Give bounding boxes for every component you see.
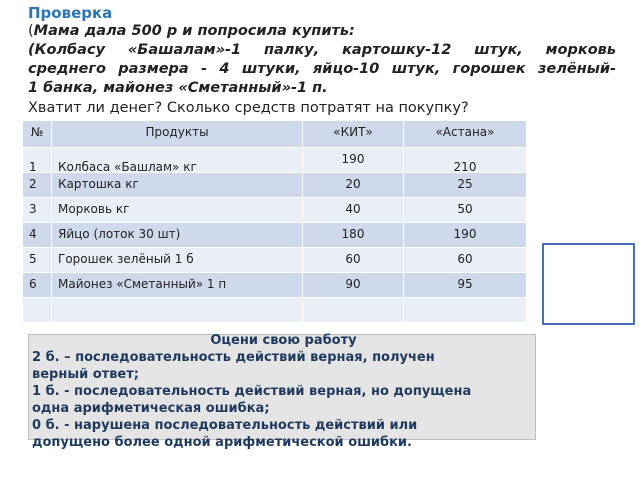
grading-line-2: верный ответ; [32, 367, 139, 382]
row-astana-price: 25 [457, 177, 473, 191]
grading-line-3: 1 б. - последовательность действий верная, но допущена [32, 384, 472, 399]
table-header-row [23, 121, 527, 148]
task-text [28, 22, 616, 98]
slide-title: Проверка [28, 4, 113, 22]
table-row [23, 223, 527, 248]
row-astana-price: 60 [457, 252, 473, 266]
row-number: 4 [29, 227, 37, 241]
grading-heading: Оцени свою работу [210, 333, 357, 348]
task-line-4: 1 банка, майонез «Сметанный»-1 п. [28, 80, 328, 96]
row-kit-price: 60 [345, 252, 361, 266]
answer-box [542, 243, 635, 325]
row-astana-price: 210 [453, 160, 477, 174]
header-kit: «КИТ» [333, 125, 373, 139]
row-kit-price: 40 [345, 202, 361, 216]
row-product: Колбаса «Башлам» кг [58, 160, 197, 174]
price-table [22, 120, 527, 323]
grading-box [28, 333, 536, 450]
row-number: 3 [29, 202, 37, 216]
grading-line-6: допущено более одной арифметической ошибки. [32, 435, 412, 450]
row-kit-price: 20 [345, 177, 361, 191]
row-number: 6 [29, 277, 37, 291]
table-row [23, 148, 527, 173]
row-product: Майонез «Сметанный» 1 п [58, 277, 227, 291]
row-number: 1 [29, 160, 37, 174]
row-product: Картошка кг [58, 177, 139, 191]
row-product: Яйцо (лоток 30 шт) [58, 227, 181, 241]
row-number: 2 [29, 177, 37, 191]
task-line-3: среднего размера - 4 штуки, яйцо-10 штук, горошек зелёный- [28, 61, 616, 77]
row-astana-price: 50 [457, 202, 473, 216]
table-row [23, 173, 527, 198]
row-kit-price: 190 [341, 152, 365, 166]
row-kit-price: 180 [341, 227, 365, 241]
header-astana: «Астана» [435, 125, 495, 139]
table-row [23, 248, 527, 273]
row-product: Морковь кг [58, 202, 130, 216]
row-astana-price: 190 [453, 227, 477, 241]
question-text: Хватит ли денег? Сколько средств потратят на покупку? [28, 100, 469, 116]
header-product: Продукты [145, 125, 209, 139]
task-line-1: (Мама дала 500 р и попросила купить: [28, 23, 355, 39]
grading-line-4: одна арифметическая ошибка; [32, 401, 270, 416]
grading-line-1: 2 б. – последовательность действий верная, получен [32, 350, 435, 365]
row-kit-price: 90 [345, 277, 361, 291]
table-row-empty [23, 298, 527, 323]
header-number: № [30, 125, 44, 139]
row-product: Горошек зелёный 1 б [58, 252, 194, 266]
table-row [23, 198, 527, 223]
table-row [23, 273, 527, 298]
row-number: 5 [29, 252, 37, 266]
row-astana-price: 95 [457, 277, 473, 291]
task-line-2: (Колбасу «Башалам»-1 палку, картошку-12 штук, морковь [28, 42, 616, 58]
grading-line-5: 0 б. - нарушена последовательность действий или [32, 418, 418, 433]
